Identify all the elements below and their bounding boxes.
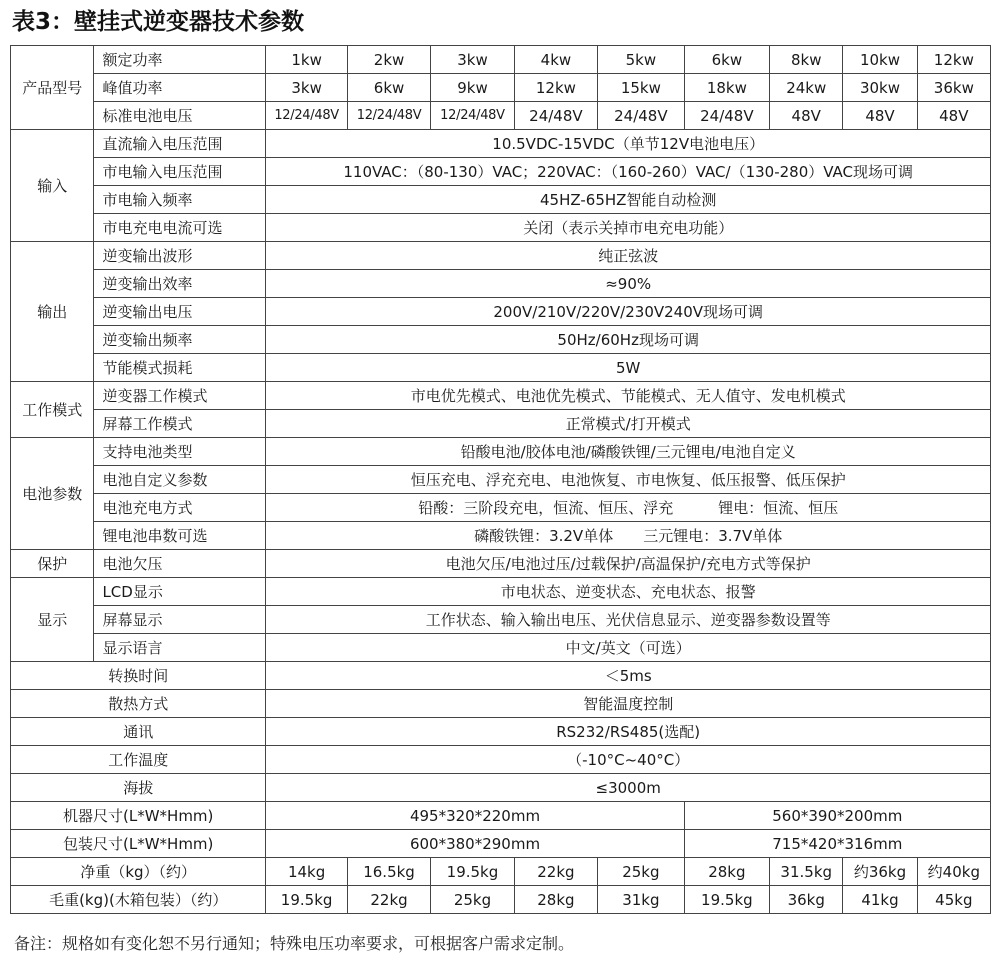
table-row	[11, 354, 991, 382]
param-label: 峰值功率	[94, 74, 266, 102]
batt-cell: 12/24/48V	[347, 102, 430, 130]
table-row	[11, 214, 991, 242]
spec-table	[10, 45, 991, 914]
param-value: 市电状态、逆变状态、充电状态、报警	[266, 578, 991, 606]
param-value: 关闭（表示关掉市电充电功能）	[266, 214, 991, 242]
rated-cell: 12kw	[917, 46, 990, 74]
param-label: 散热方式	[11, 690, 266, 718]
category-battery: 电池参数	[11, 438, 94, 550]
table-row	[11, 410, 991, 438]
param-label: 逆变输出波形	[94, 242, 266, 270]
param-value: 中文/英文（可选）	[266, 634, 991, 662]
peak-cell: 6kw	[347, 74, 430, 102]
category-display: 显示	[11, 578, 94, 662]
peak-cell: 24kw	[770, 74, 843, 102]
param-label: 工作温度	[11, 746, 266, 774]
param-label: 逆变输出频率	[94, 326, 266, 354]
table-row	[11, 494, 991, 522]
weight-cell: 约40kg	[917, 858, 990, 886]
rated-cell: 5kw	[598, 46, 685, 74]
category-output: 输出	[11, 242, 94, 382]
batt-cell: 24/48V	[514, 102, 597, 130]
rated-cell: 3kw	[431, 46, 514, 74]
row-machine-size	[11, 802, 991, 830]
param-value: 50Hz/60Hz现场可调	[266, 326, 991, 354]
param-value: 45HZ-65HZ智能自动检测	[266, 186, 991, 214]
param-label: 净重（kg）（约）	[11, 858, 266, 886]
param-value: （-10°C~40°C）	[266, 746, 991, 774]
param-value: 正常模式/打开模式	[266, 410, 991, 438]
param-value: 智能温度控制	[266, 690, 991, 718]
row-battery-voltage	[11, 102, 991, 130]
table-row	[11, 522, 991, 550]
weight-cell: 25kg	[598, 858, 685, 886]
batt-cell: 48V	[917, 102, 990, 130]
weight-cell: 31.5kg	[770, 858, 843, 886]
table-row	[11, 578, 991, 606]
table-row	[11, 186, 991, 214]
table-row	[11, 438, 991, 466]
peak-cell: 36kw	[917, 74, 990, 102]
table-row	[11, 158, 991, 186]
param-label: 锂电池串数可选	[94, 522, 266, 550]
table-row	[11, 774, 991, 802]
weight-cell: 19.5kg	[684, 886, 769, 914]
param-value: ≈90%	[266, 270, 991, 298]
table-row	[11, 466, 991, 494]
param-label: 电池欠压	[94, 550, 266, 578]
weight-cell: 约36kg	[843, 858, 917, 886]
batt-cell: 12/24/48V	[266, 102, 347, 130]
param-label: 屏幕显示	[94, 606, 266, 634]
param-label: LCD显示	[94, 578, 266, 606]
param-label: 逆变输出效率	[94, 270, 266, 298]
weight-cell: 25kg	[431, 886, 514, 914]
weight-cell: 19.5kg	[431, 858, 514, 886]
param-value: ≤3000m	[266, 774, 991, 802]
param-label: 节能模式损耗	[94, 354, 266, 382]
footnote: 备注：规格如有变化恕不另行通知；特殊电压功率要求，可根据客户需求定制。	[14, 934, 575, 953]
category-protect: 保护	[11, 550, 94, 578]
peak-cell: 18kw	[684, 74, 769, 102]
param-value: 110VAC：（80-130）VAC；220VAC：（160-260）VAC/（130-280）VAC现场可调	[266, 158, 991, 186]
page-title: 表3：壁挂式逆变器技术参数	[12, 9, 305, 35]
table-row	[11, 270, 991, 298]
peak-cell: 3kw	[266, 74, 347, 102]
param-value: 铅酸电池/胶体电池/磷酸铁锂/三元锂电/电池自定义	[266, 438, 991, 466]
param-label: 市电输入电压范围	[94, 158, 266, 186]
param-value: 200V/210V/220V/230V240V现场可调	[266, 298, 991, 326]
param-label: 市电输入频率	[94, 186, 266, 214]
param-label: 逆变输出电压	[94, 298, 266, 326]
rated-cell: 4kw	[514, 46, 597, 74]
row-net-weight	[11, 858, 991, 886]
param-label: 标准电池电压	[94, 102, 266, 130]
weight-cell: 31kg	[598, 886, 685, 914]
param-label: 屏幕工作模式	[94, 410, 266, 438]
table-row	[11, 382, 991, 410]
category-mode: 工作模式	[11, 382, 94, 438]
category-model: 产品型号	[11, 46, 94, 130]
param-label: 转换时间	[11, 662, 266, 690]
table-row	[11, 242, 991, 270]
weight-cell: 41kg	[843, 886, 917, 914]
param-value: 工作状态、输入输出电压、光伏信息显示、逆变器参数设置等	[266, 606, 991, 634]
batt-cell: 48V	[770, 102, 843, 130]
param-value: 560*390*200mm	[684, 802, 990, 830]
param-label: 毛重(kg)(木箱包装）（约）	[11, 886, 266, 914]
param-label: 显示语言	[94, 634, 266, 662]
weight-cell: 36kg	[770, 886, 843, 914]
table-row	[11, 326, 991, 354]
batt-cell: 24/48V	[684, 102, 769, 130]
table-row	[11, 718, 991, 746]
table-row	[11, 298, 991, 326]
weight-cell: 16.5kg	[347, 858, 430, 886]
row-gross-weight	[11, 886, 991, 914]
table-row	[11, 690, 991, 718]
param-label: 海拔	[11, 774, 266, 802]
param-label: 市电充电电流可选	[94, 214, 266, 242]
param-label: 通讯	[11, 718, 266, 746]
param-label: 额定功率	[94, 46, 266, 74]
param-value: 495*320*220mm	[266, 802, 684, 830]
table-row	[11, 550, 991, 578]
table-row	[11, 746, 991, 774]
peak-cell: 15kw	[598, 74, 685, 102]
weight-cell: 19.5kg	[266, 886, 347, 914]
table-row	[11, 662, 991, 690]
batt-cell: 12/24/48V	[431, 102, 514, 130]
param-value: 600*380*290mm	[266, 830, 684, 858]
table-row	[11, 130, 991, 158]
peak-cell: 12kw	[514, 74, 597, 102]
rated-cell: 2kw	[347, 46, 430, 74]
row-package-size	[11, 830, 991, 858]
param-value: 纯正弦波	[266, 242, 991, 270]
param-value: 铅酸：三阶段充电，恒流、恒压、浮充 锂电：恒流、恒压	[266, 494, 991, 522]
param-value: 电池欠压/电池过压/过载保护/高温保护/充电方式等保护	[266, 550, 991, 578]
param-label: 电池充电方式	[94, 494, 266, 522]
weight-cell: 22kg	[514, 858, 597, 886]
param-label: 直流输入电压范围	[94, 130, 266, 158]
weight-cell: 45kg	[917, 886, 990, 914]
row-rated-power	[11, 46, 991, 74]
param-label: 支持电池类型	[94, 438, 266, 466]
table-row	[11, 634, 991, 662]
weight-cell: 22kg	[347, 886, 430, 914]
param-value: 市电优先模式、电池优先模式、节能模式、无人值守、发电机模式	[266, 382, 991, 410]
weight-cell: 14kg	[266, 858, 347, 886]
param-label: 机器尺寸(L*W*Hmm)	[11, 802, 266, 830]
peak-cell: 9kw	[431, 74, 514, 102]
weight-cell: 28kg	[514, 886, 597, 914]
rated-cell: 6kw	[684, 46, 769, 74]
param-value: RS232/RS485(选配)	[266, 718, 991, 746]
param-value: 恒压充电、浮充充电、电池恢复、市电恢复、低压报警、低压保护	[266, 466, 991, 494]
param-label: 包装尺寸(L*W*Hmm)	[11, 830, 266, 858]
param-label: 逆变器工作模式	[94, 382, 266, 410]
param-value: 磷酸铁锂：3.2V单体 三元锂电：3.7V单体	[266, 522, 991, 550]
table-row	[11, 606, 991, 634]
weight-cell: 28kg	[684, 858, 769, 886]
batt-cell: 24/48V	[598, 102, 685, 130]
peak-cell: 30kw	[843, 74, 917, 102]
rated-cell: 10kw	[843, 46, 917, 74]
category-input: 输入	[11, 130, 94, 242]
param-value: 10.5VDC-15VDC（单节12V电池电压）	[266, 130, 991, 158]
batt-cell: 48V	[843, 102, 917, 130]
param-label: 电池自定义参数	[94, 466, 266, 494]
rated-cell: 8kw	[770, 46, 843, 74]
rated-cell: 1kw	[266, 46, 347, 74]
row-peak-power	[11, 74, 991, 102]
param-value: 5W	[266, 354, 991, 382]
param-value: ＜5ms	[266, 662, 991, 690]
param-value: 715*420*316mm	[684, 830, 990, 858]
